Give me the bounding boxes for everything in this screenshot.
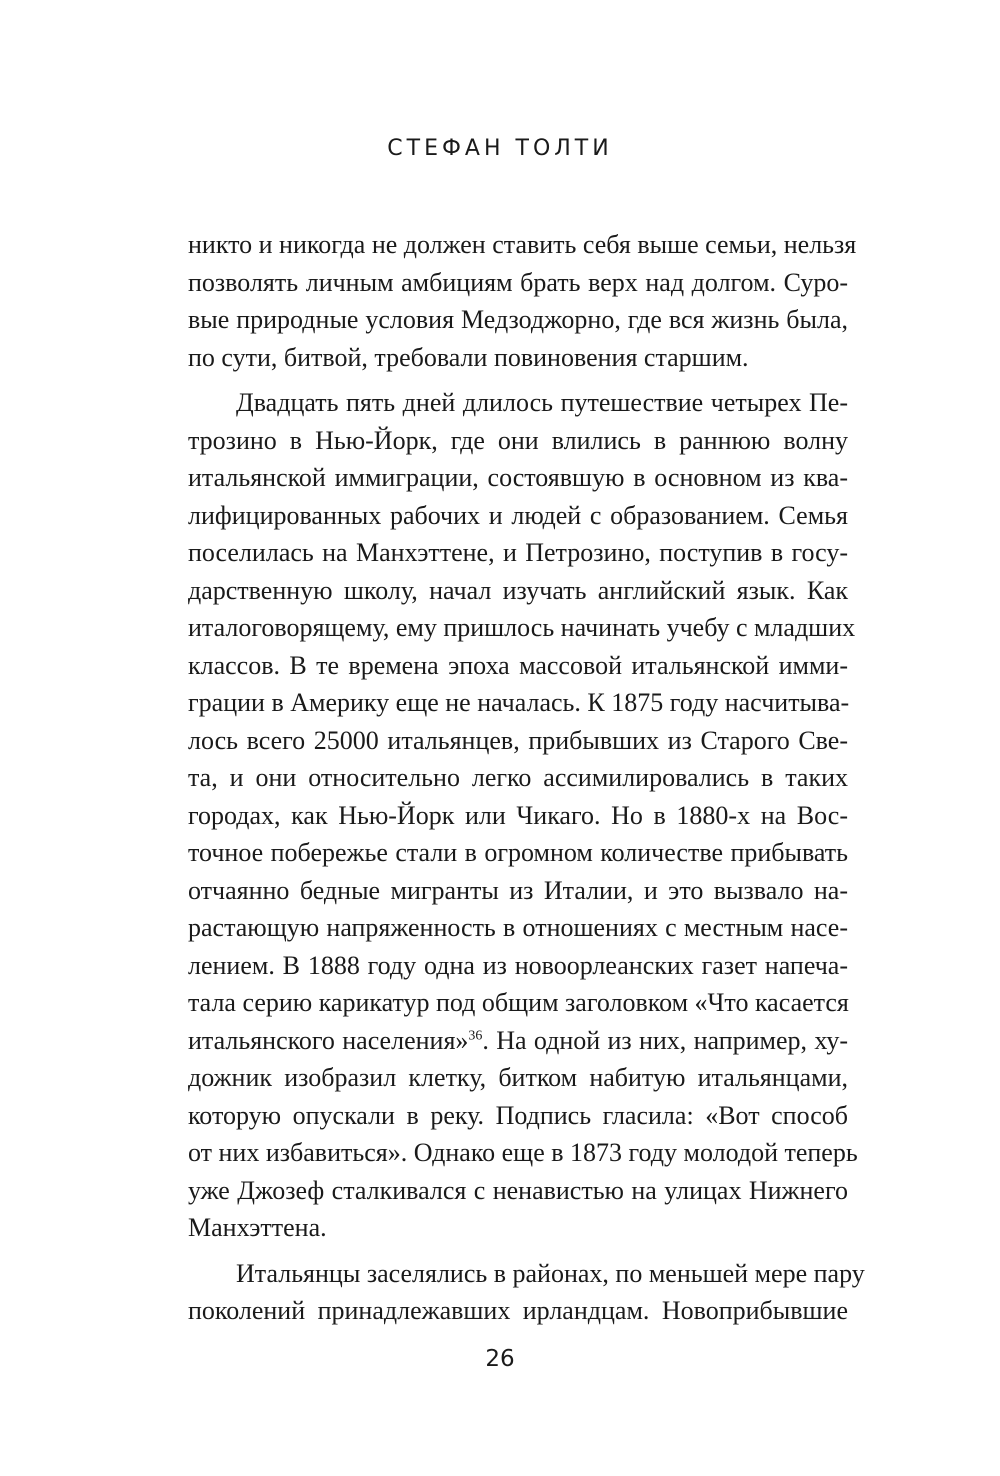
text-line: Манхэттена.: [188, 1213, 327, 1242]
text-line: италоговорящему, ему пришлось начинать учебу с младших: [188, 613, 856, 642]
body-text: [188, 226, 865, 1330]
text-line: точное побережье стали в огромном количестве прибывать: [188, 838, 848, 867]
text-line: поселилась на Манхэттене, и Петрозино, поступив в госу-: [188, 538, 848, 567]
text-line: тала серию карикатур под общим заголовком «Что касается: [188, 988, 849, 1017]
text-fragment: . На одной из них, например, ху-: [482, 1025, 848, 1055]
text-line: Итальянцы заселялись в районах, по меньшей мере пару: [236, 1258, 865, 1288]
footnote-ref: 36: [468, 1027, 483, 1043]
paragraph-3: [188, 1255, 865, 1330]
text-line: вые природные условия Медзоджорно, где вся жизнь была,: [188, 305, 848, 334]
text-line: лифицированных рабочих и людей с образованием. Семья: [188, 500, 848, 530]
paragraph-1: [188, 226, 857, 376]
text-line: трозино в Нью-Йорк, где они влились в раннюю волну: [188, 425, 848, 455]
text-line: по сути, битвой, требовали повиновения старшим.: [188, 342, 749, 372]
text-fragment: итальянского населения»: [188, 1025, 469, 1055]
running-head: СТЕФАН ТОЛТИ: [387, 136, 613, 161]
text-line: лось всего 25000 итальянцев, прибывших из Старого Све-: [188, 725, 848, 755]
text-line: городах, как Нью-Йорк или Чикаго. Но в 1880-х на Вос-: [188, 800, 848, 830]
text-line: уже Джозеф сталкивался с ненавистью на улицах Нижнего: [188, 1175, 848, 1205]
text-line-with-footnote: [188, 1022, 848, 1060]
text-line: классов. В те времена эпоха массовой итальянской имми-: [188, 650, 848, 680]
text-line: от них избавиться». Однако еще в 1873 году молодой теперь: [188, 1138, 858, 1167]
text-line: никто и никогда не должен ставить себя выше семьи, нельзя: [188, 230, 857, 259]
text-line: лением. В 1888 году одна из новоорлеанских газет напеча-: [188, 950, 848, 980]
text-line: поколений принадлежавших ирландцам. Новоприбывшие: [188, 1296, 848, 1325]
text-line: которую опускали в реку. Подпись гласила: «Вот способ: [188, 1100, 848, 1130]
text-line: итальянской иммиграции, состоявшую в основном из ква-: [188, 463, 848, 492]
text-line: отчаянно бедные мигранты из Италии, и это вызвало на-: [188, 875, 848, 905]
text-line: та, и они относительно легко ассимилировались в таких: [188, 763, 848, 792]
text-line: позволять личным амбициям брать верх над долгом. Суро-: [188, 267, 848, 297]
page-number: 26: [485, 1346, 515, 1372]
text-line: растающую напряженность в отношениях с местным насе-: [188, 913, 848, 942]
text-line: грации в Америку еще не началась. К 1875 году насчитыва-: [188, 688, 850, 717]
text-line: дарственную школу, начал изучать английский язык. Как: [188, 575, 848, 605]
text-line: дожник изобразил клетку, битком набитую итальянцами,: [188, 1063, 848, 1092]
text-line: Двадцать пять дней длилось путешествие четырех Пе-: [236, 388, 848, 417]
paragraph-2: [188, 384, 858, 1247]
